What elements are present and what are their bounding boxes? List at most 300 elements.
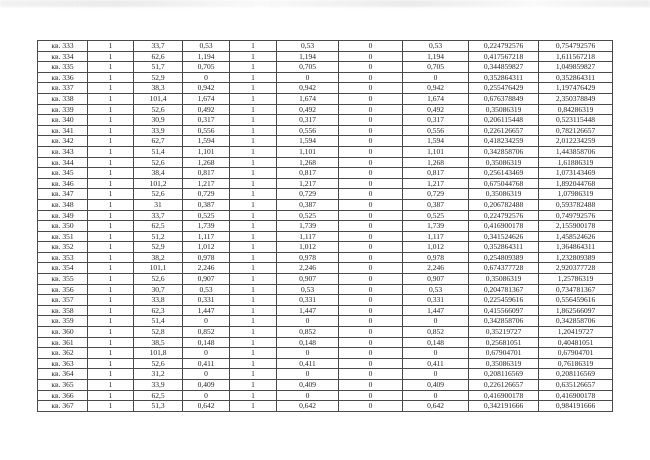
- value-cell: 52,9: [134, 242, 183, 253]
- value-cell: 38,5: [134, 337, 183, 348]
- value-cell: 0,705: [277, 62, 339, 73]
- value-cell: 0: [339, 136, 403, 147]
- value-cell: 1,101: [403, 146, 469, 157]
- value-cell: 1: [230, 199, 277, 210]
- apartment-label-cell: кв. 351: [38, 231, 88, 242]
- table-row: [38, 369, 613, 380]
- value-cell: 0,204781367: [469, 284, 539, 295]
- value-cell: 1,07986319: [539, 189, 613, 200]
- value-cell: 0,317: [277, 115, 339, 126]
- apartment-label-cell: кв. 347: [38, 189, 88, 200]
- value-cell: 1,012: [403, 242, 469, 253]
- value-cell: 0,84286319: [539, 104, 613, 115]
- value-cell: 0,342858706: [469, 146, 539, 157]
- value-cell: 0,224792576: [469, 41, 539, 52]
- apartment-label-cell: кв. 354: [38, 263, 88, 274]
- value-cell: 0,492: [403, 104, 469, 115]
- value-cell: 0,418234259: [469, 136, 539, 147]
- table-row: [38, 358, 613, 369]
- value-cell: 1,073143469: [539, 168, 613, 179]
- apartment-label-cell: кв. 367: [38, 401, 88, 412]
- value-cell: 52,6: [134, 274, 183, 285]
- value-cell: 0: [339, 93, 403, 104]
- value-cell: 0,76186319: [539, 358, 613, 369]
- value-cell: 1,117: [277, 231, 339, 242]
- value-cell: 0,35086319: [469, 104, 539, 115]
- value-cell: 33,9: [134, 125, 183, 136]
- value-cell: 62,5: [134, 390, 183, 401]
- value-cell: 52,6: [134, 104, 183, 115]
- value-cell: 1: [88, 51, 134, 62]
- value-cell: 0: [339, 401, 403, 412]
- value-cell: 1: [88, 305, 134, 316]
- value-cell: 1: [230, 390, 277, 401]
- apartment-label-cell: кв. 350: [38, 221, 88, 232]
- value-cell: 0,729: [183, 189, 230, 200]
- value-cell: 0,907: [183, 274, 230, 285]
- value-cell: 1: [230, 83, 277, 94]
- value-cell: 0,556: [277, 125, 339, 136]
- value-cell: 51,4: [134, 316, 183, 327]
- value-cell: 0: [339, 358, 403, 369]
- table-row: [38, 115, 613, 126]
- table-row: [38, 125, 613, 136]
- value-cell: 0,754792576: [539, 41, 613, 52]
- apartment-label-cell: кв. 362: [38, 348, 88, 359]
- value-cell: 1,049859827: [539, 62, 613, 73]
- value-cell: 2,246: [277, 263, 339, 274]
- value-cell: 1,197476429: [539, 83, 613, 94]
- value-cell: 62,7: [134, 136, 183, 147]
- apartment-label-cell: кв. 358: [38, 305, 88, 316]
- value-cell: 33,7: [134, 210, 183, 221]
- value-cell: 0,942: [277, 83, 339, 94]
- value-cell: 0,53: [403, 41, 469, 52]
- value-cell: 1,217: [403, 178, 469, 189]
- value-cell: 1: [230, 178, 277, 189]
- value-cell: 0,525: [183, 210, 230, 221]
- value-cell: 0,556: [403, 125, 469, 136]
- value-cell: 38,3: [134, 83, 183, 94]
- value-cell: 1,739: [403, 221, 469, 232]
- value-cell: 0,642: [403, 401, 469, 412]
- value-cell: 1: [88, 358, 134, 369]
- value-cell: 1: [88, 115, 134, 126]
- value-cell: 2,350378849: [539, 93, 613, 104]
- value-cell: 1,25786319: [539, 274, 613, 285]
- value-cell: 31: [134, 199, 183, 210]
- value-cell: 0: [277, 390, 339, 401]
- value-cell: 2,246: [183, 263, 230, 274]
- value-cell: 0: [339, 51, 403, 62]
- value-cell: 0: [339, 242, 403, 253]
- value-cell: 101,8: [134, 348, 183, 359]
- value-cell: 0,978: [183, 252, 230, 263]
- value-cell: 1: [230, 263, 277, 274]
- value-cell: 0,35219727: [469, 327, 539, 338]
- value-cell: 1: [230, 125, 277, 136]
- value-cell: 0,67904701: [469, 348, 539, 359]
- value-cell: 0,387: [183, 199, 230, 210]
- value-cell: 30,9: [134, 115, 183, 126]
- value-cell: 52,8: [134, 327, 183, 338]
- value-cell: 1: [88, 210, 134, 221]
- value-cell: 1,194: [277, 51, 339, 62]
- value-cell: 0,492: [183, 104, 230, 115]
- value-cell: 0: [339, 380, 403, 391]
- apartment-label-cell: кв. 356: [38, 284, 88, 295]
- table-row: [38, 62, 613, 73]
- table-row: [38, 189, 613, 200]
- value-cell: 1: [230, 41, 277, 52]
- apartment-label-cell: кв. 333: [38, 41, 88, 52]
- value-cell: 0,53: [277, 284, 339, 295]
- value-cell: 1: [88, 284, 134, 295]
- value-cell: 1: [230, 62, 277, 73]
- value-cell: 33,9: [134, 380, 183, 391]
- apartment-label-cell: кв. 338: [38, 93, 88, 104]
- value-cell: 30,7: [134, 284, 183, 295]
- value-cell: 0,256143469: [469, 168, 539, 179]
- value-cell: 1: [230, 221, 277, 232]
- value-cell: 0,40481051: [539, 337, 613, 348]
- value-cell: 0,416900178: [539, 390, 613, 401]
- table-row: [38, 242, 613, 253]
- value-cell: 1: [88, 72, 134, 83]
- value-cell: 2,920377728: [539, 263, 613, 274]
- value-cell: 0,352864311: [469, 72, 539, 83]
- value-cell: 0: [339, 199, 403, 210]
- value-cell: 0,208116569: [539, 369, 613, 380]
- apartment-label-cell: кв. 363: [38, 358, 88, 369]
- value-cell: 1: [88, 380, 134, 391]
- value-cell: 0: [339, 305, 403, 316]
- value-cell: 0,225459616: [469, 295, 539, 306]
- value-cell: 52,6: [134, 358, 183, 369]
- value-cell: 1: [88, 252, 134, 263]
- value-cell: 1: [230, 348, 277, 359]
- value-cell: 1: [88, 104, 134, 115]
- value-cell: 0,416900178: [469, 221, 539, 232]
- value-cell: 0,409: [403, 380, 469, 391]
- table-row: [38, 146, 613, 157]
- value-cell: 0,331: [403, 295, 469, 306]
- value-cell: 0: [339, 327, 403, 338]
- value-cell: 0,782126657: [539, 125, 613, 136]
- value-cell: 0,317: [183, 115, 230, 126]
- table-row: [38, 316, 613, 327]
- apartment-label-cell: кв. 360: [38, 327, 88, 338]
- value-cell: 1: [230, 189, 277, 200]
- value-cell: 1: [88, 390, 134, 401]
- apartment-label-cell: кв. 364: [38, 369, 88, 380]
- table-row: [38, 327, 613, 338]
- value-cell: 0: [339, 337, 403, 348]
- table-row: [38, 168, 613, 179]
- value-cell: 0: [339, 146, 403, 157]
- value-cell: 1,268: [277, 157, 339, 168]
- table-row: [38, 401, 613, 412]
- table-row: [38, 274, 613, 285]
- value-cell: 0,523115448: [539, 115, 613, 126]
- table-row: [38, 72, 613, 83]
- value-cell: 0: [339, 274, 403, 285]
- value-cell: 1: [88, 136, 134, 147]
- table-row: [38, 337, 613, 348]
- value-cell: 1,012: [277, 242, 339, 253]
- value-cell: 0,342191666: [469, 401, 539, 412]
- value-cell: 0,148: [277, 337, 339, 348]
- value-cell: 0: [339, 295, 403, 306]
- value-cell: 1: [230, 327, 277, 338]
- value-cell: 0,852: [183, 327, 230, 338]
- value-cell: 51,4: [134, 146, 183, 157]
- value-cell: 1,892044768: [539, 178, 613, 189]
- value-cell: 0: [339, 221, 403, 232]
- value-cell: 0: [339, 210, 403, 221]
- value-cell: 0,415566097: [469, 305, 539, 316]
- value-cell: 1,117: [183, 231, 230, 242]
- value-cell: 0: [339, 189, 403, 200]
- value-cell: 0: [183, 390, 230, 401]
- value-cell: 0,53: [183, 284, 230, 295]
- value-cell: 0: [403, 369, 469, 380]
- value-cell: 0,942: [183, 83, 230, 94]
- apartment-label-cell: кв. 344: [38, 157, 88, 168]
- value-cell: 0,331: [277, 295, 339, 306]
- value-cell: 62,3: [134, 305, 183, 316]
- apartment-label-cell: кв. 341: [38, 125, 88, 136]
- value-cell: 0,67904701: [539, 348, 613, 359]
- value-cell: 0,387: [403, 199, 469, 210]
- value-cell: 1: [230, 72, 277, 83]
- value-cell: 1: [230, 284, 277, 295]
- value-cell: 1,232809389: [539, 252, 613, 263]
- table-row: [38, 390, 613, 401]
- value-cell: 1: [230, 401, 277, 412]
- value-cell: 1,117: [403, 231, 469, 242]
- value-cell: 0: [277, 369, 339, 380]
- apartment-label-cell: кв. 335: [38, 62, 88, 73]
- apartments-table-body: [38, 41, 613, 412]
- value-cell: 0,417567218: [469, 51, 539, 62]
- apartment-label-cell: кв. 339: [38, 104, 88, 115]
- table-row: [38, 93, 613, 104]
- value-cell: 1: [230, 242, 277, 253]
- value-cell: 1,268: [403, 157, 469, 168]
- value-cell: 1: [230, 146, 277, 157]
- table-row: [38, 157, 613, 168]
- value-cell: 1,012: [183, 242, 230, 253]
- table-row: [38, 231, 613, 242]
- table-row: [38, 263, 613, 274]
- value-cell: 0,675044768: [469, 178, 539, 189]
- value-cell: 2,012234259: [539, 136, 613, 147]
- value-cell: 1,594: [277, 136, 339, 147]
- value-cell: 0: [339, 83, 403, 94]
- value-cell: 0: [339, 231, 403, 242]
- value-cell: 1: [88, 327, 134, 338]
- apartment-label-cell: кв. 366: [38, 390, 88, 401]
- value-cell: 1: [88, 189, 134, 200]
- table-row: [38, 221, 613, 232]
- value-cell: 1,194: [183, 51, 230, 62]
- value-cell: 1: [88, 231, 134, 242]
- apartment-label-cell: кв. 346: [38, 178, 88, 189]
- value-cell: 0,35086319: [469, 157, 539, 168]
- value-cell: 1: [230, 210, 277, 221]
- value-cell: 1,674: [277, 93, 339, 104]
- value-cell: 0,817: [183, 168, 230, 179]
- value-cell: 1,674: [403, 93, 469, 104]
- value-cell: 0,53: [403, 284, 469, 295]
- value-cell: 1: [88, 337, 134, 348]
- value-cell: 1: [88, 178, 134, 189]
- value-cell: 0,852: [403, 327, 469, 338]
- apartment-label-cell: кв. 348: [38, 199, 88, 210]
- value-cell: 0: [277, 348, 339, 359]
- value-cell: 0,978: [277, 252, 339, 263]
- value-cell: 101,1: [134, 263, 183, 274]
- value-cell: 101,2: [134, 178, 183, 189]
- value-cell: 1: [88, 146, 134, 157]
- apartment-label-cell: кв. 355: [38, 274, 88, 285]
- value-cell: 0: [403, 72, 469, 83]
- value-cell: 1,20419727: [539, 327, 613, 338]
- value-cell: 0,148: [403, 337, 469, 348]
- apartment-label-cell: кв. 340: [38, 115, 88, 126]
- value-cell: 1,862566097: [539, 305, 613, 316]
- value-cell: 1: [230, 115, 277, 126]
- table-row: [38, 252, 613, 263]
- value-cell: 1,611567218: [539, 51, 613, 62]
- value-cell: 0: [339, 72, 403, 83]
- value-cell: 1: [230, 369, 277, 380]
- table-row: [38, 348, 613, 359]
- value-cell: 51,7: [134, 62, 183, 73]
- value-cell: 1: [88, 125, 134, 136]
- table-row: [38, 380, 613, 391]
- value-cell: 0,749792576: [539, 210, 613, 221]
- value-cell: 1: [88, 274, 134, 285]
- value-cell: 1: [88, 242, 134, 253]
- table-row: [38, 41, 613, 52]
- value-cell: 1: [88, 295, 134, 306]
- value-cell: 0: [339, 168, 403, 179]
- value-cell: 1: [230, 51, 277, 62]
- value-cell: 0,817: [403, 168, 469, 179]
- apartment-label-cell: кв. 342: [38, 136, 88, 147]
- value-cell: 0,411: [403, 358, 469, 369]
- value-cell: 1,594: [403, 136, 469, 147]
- value-cell: 0,907: [403, 274, 469, 285]
- value-cell: 1,61886319: [539, 157, 613, 168]
- value-cell: 1: [230, 295, 277, 306]
- value-cell: 1: [88, 221, 134, 232]
- value-cell: 0,331: [183, 295, 230, 306]
- value-cell: 1,217: [277, 178, 339, 189]
- value-cell: 0,342858706: [469, 316, 539, 327]
- value-cell: 0,344859827: [469, 62, 539, 73]
- value-cell: 0: [339, 316, 403, 327]
- value-cell: 0,226126657: [469, 380, 539, 391]
- value-cell: 0,25681051: [469, 337, 539, 348]
- value-cell: 1: [88, 168, 134, 179]
- value-cell: 0,984191666: [539, 401, 613, 412]
- value-cell: 0,942: [403, 83, 469, 94]
- value-cell: 0,492: [277, 104, 339, 115]
- value-cell: 2,155900178: [539, 221, 613, 232]
- value-cell: 0: [339, 284, 403, 295]
- value-cell: 1: [230, 380, 277, 391]
- value-cell: 0,206782488: [469, 199, 539, 210]
- value-cell: 1: [230, 136, 277, 147]
- value-cell: 1: [88, 93, 134, 104]
- value-cell: 0,635126657: [539, 380, 613, 391]
- table-row: [38, 83, 613, 94]
- value-cell: 1: [230, 157, 277, 168]
- value-cell: 0: [183, 72, 230, 83]
- value-cell: 0: [339, 157, 403, 168]
- value-cell: 1: [88, 348, 134, 359]
- apartment-label-cell: кв. 337: [38, 83, 88, 94]
- value-cell: 1: [230, 252, 277, 263]
- value-cell: 0,705: [403, 62, 469, 73]
- value-cell: 0,411: [183, 358, 230, 369]
- value-cell: 0,255476429: [469, 83, 539, 94]
- value-cell: 1: [230, 316, 277, 327]
- value-cell: 0,907: [277, 274, 339, 285]
- value-cell: 1: [230, 305, 277, 316]
- table-row: [38, 210, 613, 221]
- value-cell: 101,4: [134, 93, 183, 104]
- value-cell: 0,224792576: [469, 210, 539, 221]
- value-cell: 52,6: [134, 189, 183, 200]
- apartment-label-cell: кв. 336: [38, 72, 88, 83]
- value-cell: 0: [339, 263, 403, 274]
- value-cell: 1: [88, 199, 134, 210]
- table-row: [38, 295, 613, 306]
- value-cell: 1,443858706: [539, 146, 613, 157]
- value-cell: 0,593782488: [539, 199, 613, 210]
- apartment-label-cell: кв. 343: [38, 146, 88, 157]
- value-cell: 1,101: [183, 146, 230, 157]
- value-cell: 0: [339, 369, 403, 380]
- value-cell: 1: [88, 316, 134, 327]
- value-cell: 1,268: [183, 157, 230, 168]
- value-cell: 62,5: [134, 221, 183, 232]
- table-row: [38, 305, 613, 316]
- value-cell: 1: [230, 93, 277, 104]
- value-cell: 1: [88, 157, 134, 168]
- value-cell: 0: [403, 316, 469, 327]
- value-cell: 0: [339, 178, 403, 189]
- value-cell: 0,226126657: [469, 125, 539, 136]
- value-cell: 1,447: [403, 305, 469, 316]
- value-cell: 52,9: [134, 72, 183, 83]
- value-cell: 0,254809389: [469, 252, 539, 263]
- apartment-label-cell: кв. 352: [38, 242, 88, 253]
- value-cell: 33,7: [134, 41, 183, 52]
- value-cell: 0,53: [277, 41, 339, 52]
- table-row: [38, 284, 613, 295]
- value-cell: 1: [88, 62, 134, 73]
- value-cell: 0,525: [277, 210, 339, 221]
- value-cell: 1,101: [277, 146, 339, 157]
- value-cell: 0,978: [403, 252, 469, 263]
- value-cell: 0: [183, 348, 230, 359]
- value-cell: 0,729: [277, 189, 339, 200]
